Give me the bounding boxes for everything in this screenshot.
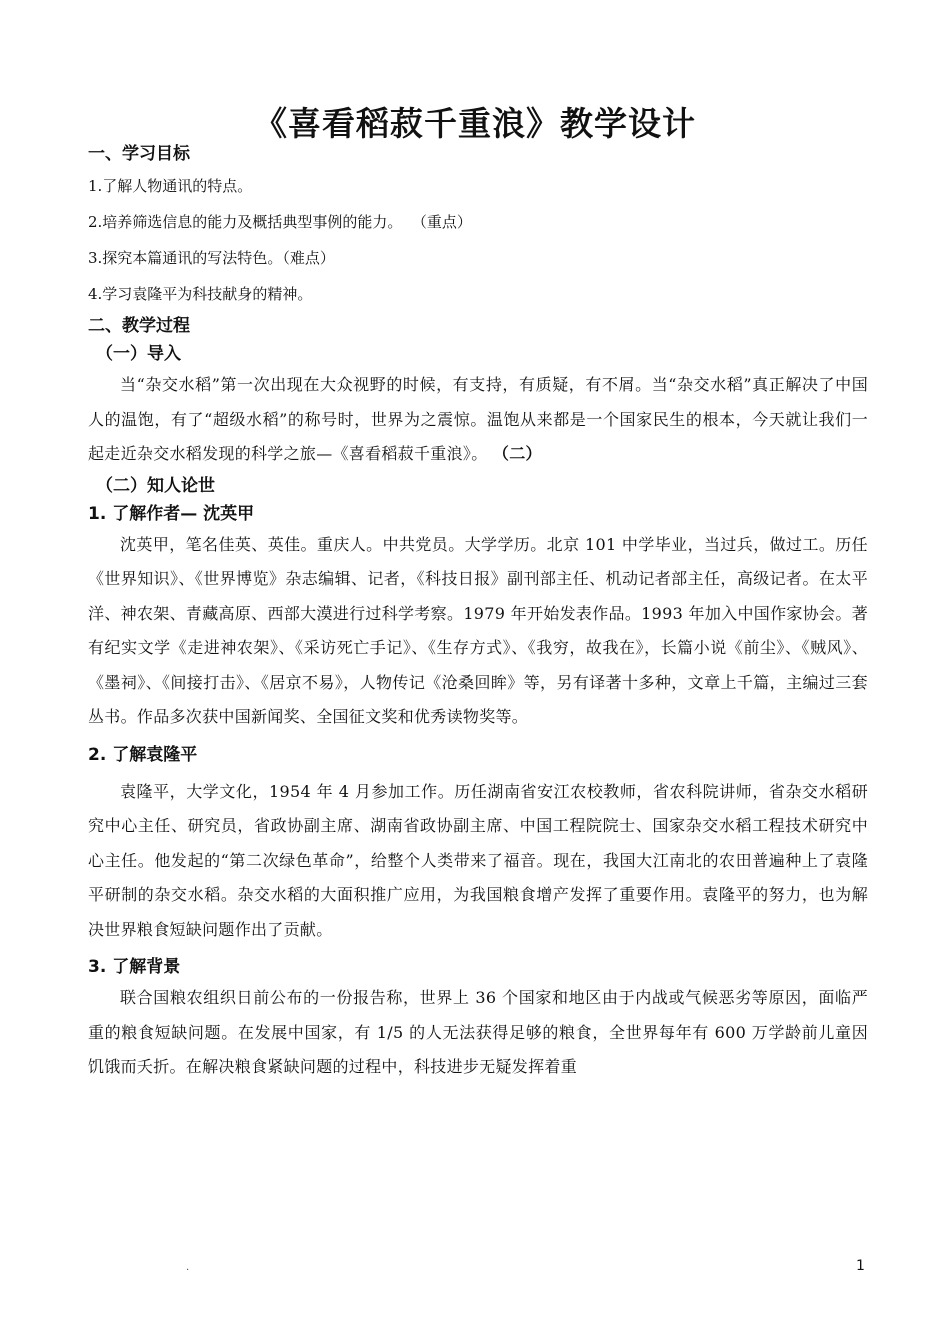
intro-tail-label: （二） xyxy=(492,444,542,463)
yuan-heading: 2. 了解袁隆平 xyxy=(88,744,198,765)
goals-heading: 一、学习目标 xyxy=(88,144,190,164)
yuan-paragraph: 袁隆平，大学文化，1954 年 4 月参加工作。历任湖南省安江农校教师，省农科院讲师，省杂交水稻研究中心主任、研究员，省政协副主席、湖南省政协副主席、中国工程院院士、国家杂交水稻工程技术研究中心主任。他发起的“第二次绿色革命”，给整个人类带来了福音。现在，我国大江南北的农田普遍种上了袁隆平研制的杂交水稻。杂交水稻的大面积推广应用，为我国粮食增产发挥了重要作用。袁隆平的努力，也为解决世界粮食短缺问题作出了贡献。 xyxy=(88,781,868,939)
goal-item: 3.探究本篇通讯的写法特色。（难点） xyxy=(88,249,335,267)
goal-item: 4.学习袁隆平为科技献身的精神。 xyxy=(88,285,313,303)
author-paragraph: 沈英甲，笔名佳英、英佳。重庆人。中共党员。大学学历。北京 101 中学毕业，当过兵，做过工。历任《世界知识》、《世界博览》杂志编辑、记者，《科技日报》副刊部主任、机动记者部主任，高级记者。在太平洋、神农架、青藏高原、西部大漠进行过科学考察。1979 年开始发表作品。1993 年加入中国作家协会。著有纪实文学《走进神农架》、《采访死亡手记》、《生存方式》、《我穷，故我在》，长篇小说《前尘》、《贼风》、《墨祠》、《间接打击》、《居京不易》，人物传记《沧桑回眸》等，另有译著十多种，文章上千篇，主编过三套丛书。作品多次获中国新闻奖、全国征文奖和优秀读物奖等。 xyxy=(88,534,868,726)
page-number: 1 xyxy=(856,1258,865,1274)
background-heading: 3. 了解背景 xyxy=(88,957,181,977)
intro-heading: （一）导入 xyxy=(96,344,181,364)
footer-dot: . xyxy=(186,1262,190,1273)
goal-item: 1.了解人物通讯的特点。 xyxy=(88,177,253,195)
background-paragraph: 联合国粮农组织日前公布的一份报告称，世界上 36 个国家和地区由于内战或气候恶劣等原因，面临严重的粮食短缺问题。在发展中国家，有 1/5 的人无法获得足够的粮食，全世界每年有 600 万学龄前儿童因饥饿而夭折。在解决粮食紧缺问题的过程中，科技进步无疑发挥着重 xyxy=(88,988,868,1076)
process-heading: 二、教学过程 xyxy=(88,316,190,336)
goal-item: 2.培养筛选信息的能力及概括典型事例的能力。 （重点） xyxy=(88,213,472,231)
document-body xyxy=(88,140,868,1085)
intro-text: 当“杂交水稻”第一次出现在大众视野的时候，有支持，有质疑，有不屑。当“杂交水稻”真正解决了中国人的温饱，有了“超级水稻”的称号时，世界为之震惊。温饱从来都是一个国家民生的根本，今天就让我们一起走近杂交水稻发现的科学之旅—《喜看稻菽千重浪》。 xyxy=(88,375,868,463)
author-heading: 1. 了解作者— 沈英甲 xyxy=(88,503,255,524)
intro-paragraph xyxy=(88,368,868,472)
know-heading: （二）知人论世 xyxy=(96,475,215,496)
document-title: 《喜看稻菽千重浪》教学设计 xyxy=(254,104,696,143)
